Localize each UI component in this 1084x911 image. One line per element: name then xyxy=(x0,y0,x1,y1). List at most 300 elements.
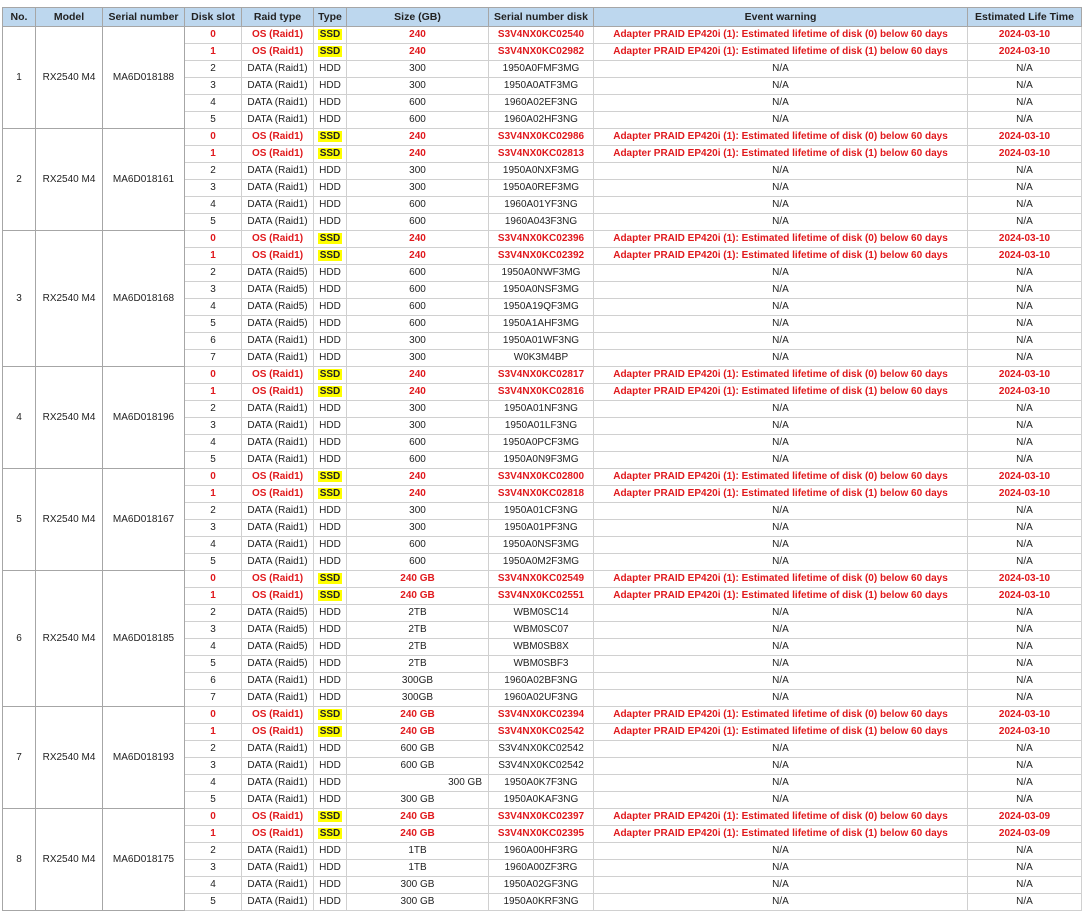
estimated-life-time[interactable]: N/A xyxy=(968,758,1082,775)
event-warning[interactable]: N/A xyxy=(594,214,968,231)
disk-type[interactable]: HDD xyxy=(314,860,347,877)
raid-type[interactable]: DATA (Raid1) xyxy=(242,112,314,129)
disk-type[interactable] xyxy=(314,809,347,826)
disk-size[interactable]: 300 GB xyxy=(347,894,489,911)
disk-size[interactable]: 600 xyxy=(347,282,489,299)
disk-serial-number[interactable]: 1960A02UF3NG xyxy=(489,690,594,707)
disk-type[interactable]: HDD xyxy=(314,299,347,316)
disk-slot[interactable]: 4 xyxy=(185,299,242,316)
disk-slot[interactable]: 3 xyxy=(185,758,242,775)
disk-slot[interactable]: 1 xyxy=(185,826,242,843)
raid-type[interactable]: DATA (Raid1) xyxy=(242,894,314,911)
disk-type[interactable]: HDD xyxy=(314,197,347,214)
header-type[interactable]: Type xyxy=(314,8,347,27)
disk-type[interactable]: HDD xyxy=(314,180,347,197)
disk-type[interactable] xyxy=(314,384,347,401)
event-warning[interactable]: N/A xyxy=(594,673,968,690)
disk-type[interactable]: HDD xyxy=(314,741,347,758)
raid-type[interactable]: DATA (Raid1) xyxy=(242,860,314,877)
disk-size[interactable]: 600 xyxy=(347,214,489,231)
event-warning[interactable]: N/A xyxy=(594,605,968,622)
event-warning[interactable]: N/A xyxy=(594,554,968,571)
raid-type[interactable]: OS (Raid1) xyxy=(242,809,314,826)
event-warning[interactable]: N/A xyxy=(594,639,968,656)
estimated-life-time[interactable]: N/A xyxy=(968,282,1082,299)
event-warning[interactable]: N/A xyxy=(594,860,968,877)
disk-serial-number[interactable]: S3V4NX0KC02542 xyxy=(489,741,594,758)
disk-type[interactable]: HDD xyxy=(314,418,347,435)
raid-type[interactable]: DATA (Raid1) xyxy=(242,78,314,95)
disk-size[interactable]: 300 GB xyxy=(347,775,489,792)
disk-size[interactable]: 300 GB xyxy=(347,877,489,894)
disk-size[interactable]: 300GB xyxy=(347,673,489,690)
disk-type[interactable]: HDD xyxy=(314,656,347,673)
disk-serial-number[interactable]: 1960A02HF3NG xyxy=(489,112,594,129)
disk-size[interactable]: 240 xyxy=(347,27,489,44)
raid-type[interactable]: DATA (Raid1) xyxy=(242,214,314,231)
disk-serial-number[interactable]: 1950A0FMF3MG xyxy=(489,61,594,78)
disk-size[interactable]: 600 xyxy=(347,435,489,452)
estimated-life-time[interactable]: N/A xyxy=(968,299,1082,316)
event-warning[interactable]: N/A xyxy=(594,537,968,554)
disk-serial-number[interactable]: S3V4NX0KC02986 xyxy=(489,129,594,146)
disk-size[interactable]: 600 GB xyxy=(347,741,489,758)
disk-size[interactable]: 240 GB xyxy=(347,571,489,588)
estimated-life-time[interactable]: 2024-03-10 xyxy=(968,146,1082,163)
disk-slot[interactable]: 5 xyxy=(185,316,242,333)
disk-serial-number[interactable]: 1960A02BF3NG xyxy=(489,673,594,690)
disk-slot[interactable]: 2 xyxy=(185,61,242,78)
disk-slot[interactable]: 5 xyxy=(185,214,242,231)
disk-type[interactable]: HDD xyxy=(314,537,347,554)
disk-size[interactable]: 1TB xyxy=(347,843,489,860)
event-warning[interactable]: N/A xyxy=(594,758,968,775)
disk-serial-number[interactable]: S3V4NX0KC02549 xyxy=(489,571,594,588)
event-warning[interactable]: N/A xyxy=(594,401,968,418)
raid-type[interactable]: DATA (Raid1) xyxy=(242,350,314,367)
event-warning[interactable]: N/A xyxy=(594,350,968,367)
disk-serial-number[interactable]: S3V4NX0KC02816 xyxy=(489,384,594,401)
estimated-life-time[interactable]: N/A xyxy=(968,605,1082,622)
disk-serial-number[interactable]: S3V4NX0KC02394 xyxy=(489,707,594,724)
event-warning[interactable]: N/A xyxy=(594,520,968,537)
disk-type[interactable] xyxy=(314,588,347,605)
estimated-life-time[interactable]: N/A xyxy=(968,333,1082,350)
disk-size[interactable]: 600 xyxy=(347,197,489,214)
server-serial-number[interactable]: MA6D018193 xyxy=(103,707,185,809)
disk-size[interactable]: 600 xyxy=(347,554,489,571)
disk-serial-number[interactable]: WBM0SB8X xyxy=(489,639,594,656)
raid-type[interactable]: OS (Raid1) xyxy=(242,44,314,61)
server-serial-number[interactable]: MA6D018188 xyxy=(103,27,185,129)
disk-serial-number[interactable]: 1950A19QF3MG xyxy=(489,299,594,316)
event-warning[interactable]: Adapter PRAID EP420i (1): Estimated lifetime of disk (0) below 60 days xyxy=(594,27,968,44)
disk-serial-number[interactable]: S3V4NX0KC02818 xyxy=(489,486,594,503)
disk-serial-number[interactable]: S3V4NX0KC02542 xyxy=(489,758,594,775)
event-warning[interactable]: N/A xyxy=(594,197,968,214)
disk-slot[interactable]: 3 xyxy=(185,418,242,435)
disk-type[interactable] xyxy=(314,44,347,61)
disk-serial-number[interactable]: S3V4NX0KC02392 xyxy=(489,248,594,265)
disk-type[interactable] xyxy=(314,724,347,741)
estimated-life-time[interactable]: N/A xyxy=(968,775,1082,792)
server-number[interactable]: 8 xyxy=(3,809,36,911)
server-serial-number[interactable]: MA6D018167 xyxy=(103,469,185,571)
estimated-life-time[interactable]: N/A xyxy=(968,792,1082,809)
disk-slot[interactable]: 3 xyxy=(185,622,242,639)
raid-type[interactable]: DATA (Raid1) xyxy=(242,61,314,78)
disk-size[interactable]: 240 xyxy=(347,248,489,265)
server-model[interactable]: RX2540 M4 xyxy=(36,367,103,469)
raid-type[interactable]: DATA (Raid1) xyxy=(242,690,314,707)
estimated-life-time[interactable]: 2024-03-10 xyxy=(968,486,1082,503)
event-warning[interactable]: Adapter PRAID EP420i (1): Estimated lifetime of disk (1) below 60 days xyxy=(594,248,968,265)
disk-slot[interactable]: 4 xyxy=(185,197,242,214)
event-warning[interactable]: N/A xyxy=(594,622,968,639)
server-number[interactable]: 1 xyxy=(3,27,36,129)
header-estimated-life-time[interactable]: Estimated Life Time xyxy=(968,8,1082,27)
disk-type[interactable]: HDD xyxy=(314,333,347,350)
disk-type[interactable]: HDD xyxy=(314,452,347,469)
disk-serial-number[interactable]: 1960A02EF3NG xyxy=(489,95,594,112)
raid-type[interactable]: DATA (Raid1) xyxy=(242,95,314,112)
server-model[interactable]: RX2540 M4 xyxy=(36,707,103,809)
disk-size[interactable]: 300 xyxy=(347,61,489,78)
estimated-life-time[interactable]: N/A xyxy=(968,435,1082,452)
event-warning[interactable]: Adapter PRAID EP420i (1): Estimated lifetime of disk (1) below 60 days xyxy=(594,588,968,605)
disk-size[interactable]: 240 xyxy=(347,129,489,146)
disk-type[interactable]: HDD xyxy=(314,282,347,299)
disk-serial-number[interactable]: 1950A01NF3NG xyxy=(489,401,594,418)
server-number[interactable]: 4 xyxy=(3,367,36,469)
event-warning[interactable]: N/A xyxy=(594,333,968,350)
raid-type[interactable]: DATA (Raid1) xyxy=(242,843,314,860)
raid-type[interactable]: DATA (Raid5) xyxy=(242,622,314,639)
estimated-life-time[interactable]: N/A xyxy=(968,741,1082,758)
server-serial-number[interactable]: MA6D018175 xyxy=(103,809,185,911)
estimated-life-time[interactable]: N/A xyxy=(968,554,1082,571)
disk-slot[interactable]: 1 xyxy=(185,588,242,605)
disk-type[interactable] xyxy=(314,469,347,486)
disk-slot[interactable]: 2 xyxy=(185,503,242,520)
estimated-life-time[interactable]: N/A xyxy=(968,163,1082,180)
estimated-life-time[interactable]: N/A xyxy=(968,180,1082,197)
disk-serial-number[interactable]: S3V4NX0KC02396 xyxy=(489,231,594,248)
disk-serial-number[interactable]: 1950A1AHF3MG xyxy=(489,316,594,333)
estimated-life-time[interactable]: N/A xyxy=(968,61,1082,78)
disk-size[interactable]: 300 xyxy=(347,333,489,350)
disk-size[interactable]: 600 xyxy=(347,537,489,554)
disk-type[interactable]: HDD xyxy=(314,775,347,792)
event-warning[interactable]: N/A xyxy=(594,418,968,435)
disk-serial-number[interactable]: 1950A0M2F3MG xyxy=(489,554,594,571)
estimated-life-time[interactable]: N/A xyxy=(968,112,1082,129)
disk-size[interactable]: 2TB xyxy=(347,622,489,639)
event-warning[interactable]: Adapter PRAID EP420i (1): Estimated lifetime of disk (0) below 60 days xyxy=(594,809,968,826)
event-warning[interactable]: N/A xyxy=(594,163,968,180)
disk-type[interactable] xyxy=(314,367,347,384)
estimated-life-time[interactable]: N/A xyxy=(968,350,1082,367)
server-model[interactable]: RX2540 M4 xyxy=(36,571,103,707)
disk-slot[interactable]: 4 xyxy=(185,435,242,452)
disk-size[interactable]: 300 xyxy=(347,418,489,435)
disk-type[interactable]: HDD xyxy=(314,214,347,231)
disk-type[interactable] xyxy=(314,129,347,146)
raid-type[interactable]: OS (Raid1) xyxy=(242,231,314,248)
disk-slot[interactable]: 5 xyxy=(185,792,242,809)
server-model[interactable]: RX2540 M4 xyxy=(36,809,103,911)
raid-type[interactable]: DATA (Raid1) xyxy=(242,537,314,554)
server-number[interactable]: 6 xyxy=(3,571,36,707)
disk-slot[interactable]: 5 xyxy=(185,894,242,911)
disk-size[interactable]: 2TB xyxy=(347,605,489,622)
raid-type[interactable]: OS (Raid1) xyxy=(242,129,314,146)
event-warning[interactable]: N/A xyxy=(594,741,968,758)
server-number[interactable]: 3 xyxy=(3,231,36,367)
event-warning[interactable]: N/A xyxy=(594,843,968,860)
raid-type[interactable]: DATA (Raid1) xyxy=(242,180,314,197)
disk-slot[interactable]: 6 xyxy=(185,673,242,690)
raid-type[interactable]: DATA (Raid5) xyxy=(242,282,314,299)
disk-type[interactable]: HDD xyxy=(314,61,347,78)
disk-size[interactable]: 600 xyxy=(347,265,489,282)
disk-slot[interactable]: 3 xyxy=(185,282,242,299)
disk-serial-number[interactable]: 1960A043F3NG xyxy=(489,214,594,231)
disk-type[interactable]: HDD xyxy=(314,622,347,639)
disk-serial-number[interactable]: W0K3M4BP xyxy=(489,350,594,367)
disk-slot[interactable]: 1 xyxy=(185,486,242,503)
event-warning[interactable]: N/A xyxy=(594,792,968,809)
disk-type[interactable]: HDD xyxy=(314,673,347,690)
disk-type[interactable] xyxy=(314,486,347,503)
estimated-life-time[interactable]: N/A xyxy=(968,639,1082,656)
disk-serial-number[interactable]: WBM0SBF3 xyxy=(489,656,594,673)
raid-type[interactable]: DATA (Raid1) xyxy=(242,452,314,469)
event-warning[interactable]: N/A xyxy=(594,95,968,112)
disk-serial-number[interactable]: 1950A0NSF3MG xyxy=(489,537,594,554)
event-warning[interactable]: N/A xyxy=(594,180,968,197)
disk-slot[interactable]: 0 xyxy=(185,231,242,248)
header-model[interactable]: Model xyxy=(36,8,103,27)
disk-type[interactable]: HDD xyxy=(314,792,347,809)
disk-size[interactable]: 300 xyxy=(347,350,489,367)
disk-size[interactable]: 1TB xyxy=(347,860,489,877)
disk-type[interactable]: HDD xyxy=(314,639,347,656)
raid-type[interactable]: DATA (Raid1) xyxy=(242,503,314,520)
event-warning[interactable]: N/A xyxy=(594,894,968,911)
disk-serial-number[interactable]: 1950A0N9F3MG xyxy=(489,452,594,469)
estimated-life-time[interactable]: 2024-03-09 xyxy=(968,826,1082,843)
disk-type[interactable] xyxy=(314,248,347,265)
disk-serial-number[interactable]: WBM0SC14 xyxy=(489,605,594,622)
disk-slot[interactable]: 5 xyxy=(185,452,242,469)
disk-slot[interactable]: 0 xyxy=(185,571,242,588)
event-warning[interactable]: N/A xyxy=(594,282,968,299)
disk-serial-number[interactable]: S3V4NX0KC02540 xyxy=(489,27,594,44)
disk-size[interactable]: 600 xyxy=(347,316,489,333)
raid-type[interactable]: DATA (Raid1) xyxy=(242,758,314,775)
disk-slot[interactable]: 7 xyxy=(185,350,242,367)
server-model[interactable]: RX2540 M4 xyxy=(36,469,103,571)
event-warning[interactable]: Adapter PRAID EP420i (1): Estimated lifetime of disk (0) below 60 days xyxy=(594,129,968,146)
raid-type[interactable]: OS (Raid1) xyxy=(242,27,314,44)
event-warning[interactable]: N/A xyxy=(594,656,968,673)
raid-type[interactable]: DATA (Raid5) xyxy=(242,656,314,673)
event-warning[interactable]: N/A xyxy=(594,78,968,95)
event-warning[interactable]: N/A xyxy=(594,299,968,316)
server-model[interactable]: RX2540 M4 xyxy=(36,231,103,367)
disk-type[interactable]: HDD xyxy=(314,690,347,707)
event-warning[interactable]: N/A xyxy=(594,503,968,520)
header-no[interactable]: No. xyxy=(3,8,36,27)
disk-serial-number[interactable]: WBM0SC07 xyxy=(489,622,594,639)
header-raid-type[interactable]: Raid type xyxy=(242,8,314,27)
disk-slot[interactable]: 3 xyxy=(185,78,242,95)
header-disk-slot[interactable]: Disk slot xyxy=(185,8,242,27)
estimated-life-time[interactable]: 2024-03-10 xyxy=(968,129,1082,146)
disk-type[interactable]: HDD xyxy=(314,78,347,95)
event-warning[interactable]: Adapter PRAID EP420i (1): Estimated lifetime of disk (1) below 60 days xyxy=(594,826,968,843)
disk-slot[interactable]: 1 xyxy=(185,724,242,741)
raid-type[interactable]: DATA (Raid1) xyxy=(242,741,314,758)
disk-type[interactable]: HDD xyxy=(314,316,347,333)
estimated-life-time[interactable]: N/A xyxy=(968,452,1082,469)
estimated-life-time[interactable]: 2024-03-10 xyxy=(968,231,1082,248)
disk-slot[interactable]: 4 xyxy=(185,775,242,792)
disk-type[interactable]: HDD xyxy=(314,877,347,894)
estimated-life-time[interactable]: N/A xyxy=(968,690,1082,707)
event-warning[interactable]: Adapter PRAID EP420i (1): Estimated lifetime of disk (0) below 60 days xyxy=(594,707,968,724)
disk-slot[interactable]: 4 xyxy=(185,537,242,554)
estimated-life-time[interactable]: N/A xyxy=(968,843,1082,860)
disk-size[interactable]: 600 xyxy=(347,95,489,112)
event-warning[interactable]: Adapter PRAID EP420i (1): Estimated lifetime of disk (1) below 60 days xyxy=(594,146,968,163)
estimated-life-time[interactable]: 2024-03-10 xyxy=(968,571,1082,588)
disk-slot[interactable]: 4 xyxy=(185,877,242,894)
disk-size[interactable]: 600 xyxy=(347,112,489,129)
disk-size[interactable]: 240 xyxy=(347,146,489,163)
raid-type[interactable]: DATA (Raid1) xyxy=(242,197,314,214)
server-model[interactable]: RX2540 M4 xyxy=(36,129,103,231)
disk-slot[interactable]: 2 xyxy=(185,265,242,282)
disk-size[interactable]: 240 xyxy=(347,486,489,503)
disk-size[interactable]: 300 xyxy=(347,503,489,520)
estimated-life-time[interactable]: N/A xyxy=(968,316,1082,333)
disk-size[interactable]: 240 xyxy=(347,367,489,384)
disk-size[interactable]: 600 xyxy=(347,299,489,316)
disk-type[interactable]: HDD xyxy=(314,435,347,452)
estimated-life-time[interactable]: N/A xyxy=(968,673,1082,690)
disk-type[interactable] xyxy=(314,826,347,843)
disk-size[interactable]: 240 xyxy=(347,384,489,401)
event-warning[interactable]: N/A xyxy=(594,61,968,78)
disk-slot[interactable]: 3 xyxy=(185,180,242,197)
estimated-life-time[interactable]: 2024-03-10 xyxy=(968,469,1082,486)
disk-slot[interactable]: 0 xyxy=(185,469,242,486)
disk-serial-number[interactable]: 1950A0PCF3MG xyxy=(489,435,594,452)
disk-slot[interactable]: 1 xyxy=(185,248,242,265)
disk-type[interactable] xyxy=(314,707,347,724)
disk-size[interactable]: 240 GB xyxy=(347,724,489,741)
estimated-life-time[interactable]: N/A xyxy=(968,265,1082,282)
disk-serial-number[interactable]: S3V4NX0KC02982 xyxy=(489,44,594,61)
event-warning[interactable]: N/A xyxy=(594,316,968,333)
disk-size[interactable]: 300 xyxy=(347,163,489,180)
disk-type[interactable] xyxy=(314,231,347,248)
raid-type[interactable]: OS (Raid1) xyxy=(242,146,314,163)
server-serial-number[interactable]: MA6D018196 xyxy=(103,367,185,469)
disk-serial-number[interactable]: 1950A01PF3NG xyxy=(489,520,594,537)
event-warning[interactable]: N/A xyxy=(594,690,968,707)
disk-serial-number[interactable]: 1960A00HF3RG xyxy=(489,843,594,860)
disk-slot[interactable]: 3 xyxy=(185,520,242,537)
disk-slot[interactable]: 4 xyxy=(185,639,242,656)
server-serial-number[interactable]: MA6D018161 xyxy=(103,129,185,231)
event-warning[interactable]: Adapter PRAID EP420i (1): Estimated lifetime of disk (1) below 60 days xyxy=(594,384,968,401)
raid-type[interactable]: DATA (Raid1) xyxy=(242,792,314,809)
disk-type[interactable]: HDD xyxy=(314,112,347,129)
event-warning[interactable]: Adapter PRAID EP420i (1): Estimated lifetime of disk (1) below 60 days xyxy=(594,724,968,741)
disk-serial-number[interactable]: 1950A0NSF3MG xyxy=(489,282,594,299)
server-model[interactable]: RX2540 M4 xyxy=(36,27,103,129)
raid-type[interactable]: OS (Raid1) xyxy=(242,486,314,503)
raid-type[interactable]: DATA (Raid1) xyxy=(242,333,314,350)
estimated-life-time[interactable]: 2024-03-10 xyxy=(968,248,1082,265)
estimated-life-time[interactable]: N/A xyxy=(968,894,1082,911)
disk-slot[interactable]: 2 xyxy=(185,605,242,622)
header-event-warning[interactable]: Event warning xyxy=(594,8,968,27)
raid-type[interactable]: DATA (Raid1) xyxy=(242,163,314,180)
disk-size[interactable]: 2TB xyxy=(347,656,489,673)
header-size[interactable]: Size (GB) xyxy=(347,8,489,27)
disk-type[interactable] xyxy=(314,27,347,44)
disk-slot[interactable]: 2 xyxy=(185,741,242,758)
disk-type[interactable]: HDD xyxy=(314,265,347,282)
disk-serial-number[interactable]: S3V4NX0KC02397 xyxy=(489,809,594,826)
disk-serial-number[interactable]: S3V4NX0KC02551 xyxy=(489,588,594,605)
server-serial-number[interactable]: MA6D018185 xyxy=(103,571,185,707)
disk-serial-number[interactable]: 1960A00ZF3RG xyxy=(489,860,594,877)
disk-serial-number[interactable]: 1950A0NXF3MG xyxy=(489,163,594,180)
disk-size[interactable]: 300 xyxy=(347,401,489,418)
event-warning[interactable]: N/A xyxy=(594,452,968,469)
disk-type[interactable]: HDD xyxy=(314,503,347,520)
disk-type[interactable]: HDD xyxy=(314,401,347,418)
estimated-life-time[interactable]: N/A xyxy=(968,877,1082,894)
raid-type[interactable]: OS (Raid1) xyxy=(242,571,314,588)
event-warning[interactable]: Adapter PRAID EP420i (1): Estimated lifetime of disk (1) below 60 days xyxy=(594,486,968,503)
disk-size[interactable]: 300 xyxy=(347,520,489,537)
estimated-life-time[interactable]: N/A xyxy=(968,537,1082,554)
server-serial-number[interactable]: MA6D018168 xyxy=(103,231,185,367)
estimated-life-time[interactable]: 2024-03-10 xyxy=(968,367,1082,384)
event-warning[interactable]: Adapter PRAID EP420i (1): Estimated lifetime of disk (0) below 60 days xyxy=(594,571,968,588)
disk-serial-number[interactable]: 1960A01YF3NG xyxy=(489,197,594,214)
disk-serial-number[interactable]: 1950A0NWF3MG xyxy=(489,265,594,282)
disk-serial-number[interactable]: 1950A02GF3NG xyxy=(489,877,594,894)
disk-size[interactable]: 2TB xyxy=(347,639,489,656)
disk-type[interactable]: HDD xyxy=(314,894,347,911)
disk-slot[interactable]: 1 xyxy=(185,384,242,401)
disk-type[interactable]: HDD xyxy=(314,163,347,180)
raid-type[interactable]: DATA (Raid1) xyxy=(242,520,314,537)
header-serial-number[interactable]: Serial number xyxy=(103,8,185,27)
disk-serial-number[interactable]: 1950A0KAF3NG xyxy=(489,792,594,809)
header-serial-number-disk[interactable]: Serial number disk xyxy=(489,8,594,27)
disk-type[interactable]: HDD xyxy=(314,605,347,622)
raid-type[interactable]: DATA (Raid1) xyxy=(242,435,314,452)
estimated-life-time[interactable]: N/A xyxy=(968,503,1082,520)
